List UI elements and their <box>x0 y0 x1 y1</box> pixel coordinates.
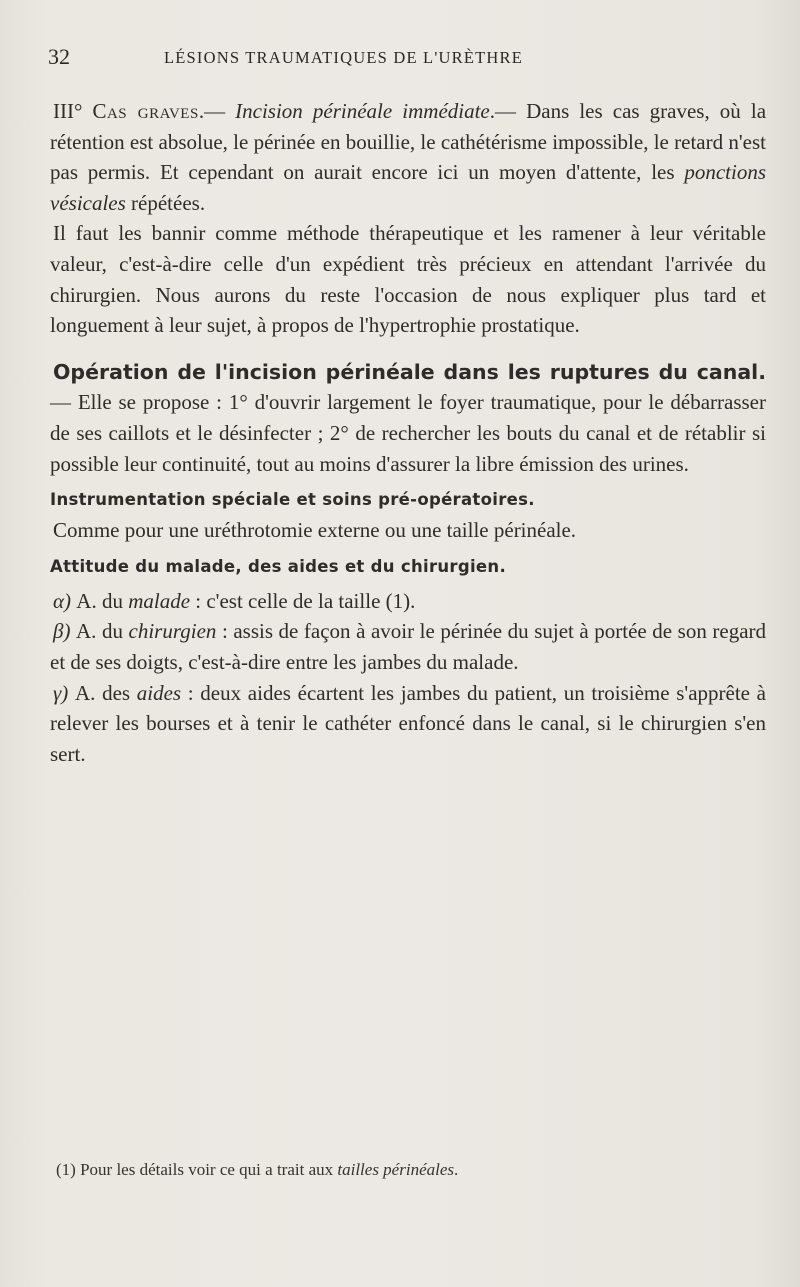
gamma-text: : deux aides écartent les jambes du patient, un troisième s'apprête à relever les bourses et à tenir le cathéter enfoncé dans le canal, si le chirurgien s'en sert. <box>50 680 766 766</box>
alpha-marker: α) <box>53 588 77 613</box>
beta-term: chirurgien <box>128 619 217 644</box>
section-title: Incision périnéale immédiate <box>235 99 490 123</box>
gamma-prefix: A. des <box>74 680 137 705</box>
running-title: LÉSIONS TRAUMATIQUES DE L'URÈTHRE <box>164 48 523 67</box>
section-text-end: répétées. <box>125 190 206 215</box>
paragraph-bannir: Il faut les bannir comme méthode thérapeutique et les ramener à leur véritable valeur, c'est-à-dire celle d'un expédient très précieux en attendant l'arrivée du chirurgien. Nous aurons du reste l'occasion de nous expliquer plus tard et longuement à leur sujet, à propos de l'hypertrophie prostatique. <box>50 221 766 338</box>
section-number: III° <box>53 99 93 123</box>
ponctions-term: ponctions vésicales <box>50 160 766 215</box>
operation-text: — Elle se propose : 1° d'ouvrir largement le foyer traumatique, pour le débarrasser de ses caillots et le désinfecter ; 2° de rechercher les bouts du canal et de rétablir si possible leur continuité, tout au moins d'assurer la libre émission des urines. <box>50 390 766 476</box>
beta-text: : assis de façon à avoir le périnée du sujet à portée de son regard et de ses doigts, c'est-à-dire entre les jambes du malade. <box>50 619 767 674</box>
alpha-term: malade <box>128 588 191 613</box>
body-text <box>50 96 766 769</box>
list-item-beta <box>50 616 766 677</box>
footnote <box>56 1160 458 1180</box>
beta-marker: β) <box>53 619 76 644</box>
page-number: 32 <box>48 44 70 69</box>
footnote-text: (1) Pour les détails voir ce qui a trait aux <box>56 1160 338 1179</box>
list-item-gamma <box>50 678 766 770</box>
alpha-prefix: A. du <box>76 588 129 613</box>
alpha-text: : c'est celle de la taille (1). <box>190 588 416 613</box>
paragraph-instrumentation: Comme pour une uréthrotomie externe ou une taille périnéale. <box>53 518 577 543</box>
gamma-marker: γ) <box>53 680 75 705</box>
gamma-term: aides <box>136 680 182 705</box>
footnote-end: . <box>454 1160 459 1179</box>
attitude-heading: Attitude du malade, des aides et du chirurgien. <box>50 556 507 576</box>
page-header <box>48 44 760 76</box>
section-text: .— Dans les cas graves, où la rétention est absolue, le périnée en bouillie, le cathétérisme impossible, le retard n'est pas permis. Et cependant on aurait encore ici un moyen d'attente, les <box>50 99 767 185</box>
paragraph-cas-graves <box>50 96 766 218</box>
footnote-term: tailles périnéales <box>337 1160 454 1179</box>
beta-prefix: A. du <box>76 619 129 644</box>
instrumentation-heading: Instrumentation spéciale et soins pré-opératoires. <box>50 490 535 510</box>
operation-heading: Opération de l'incision périnéale dans les ruptures du canal. <box>53 359 766 384</box>
paragraph-operation <box>50 357 766 479</box>
section-label: Cas graves <box>92 99 199 123</box>
section-dash: .— <box>198 99 236 123</box>
list-item-alpha <box>50 586 766 617</box>
